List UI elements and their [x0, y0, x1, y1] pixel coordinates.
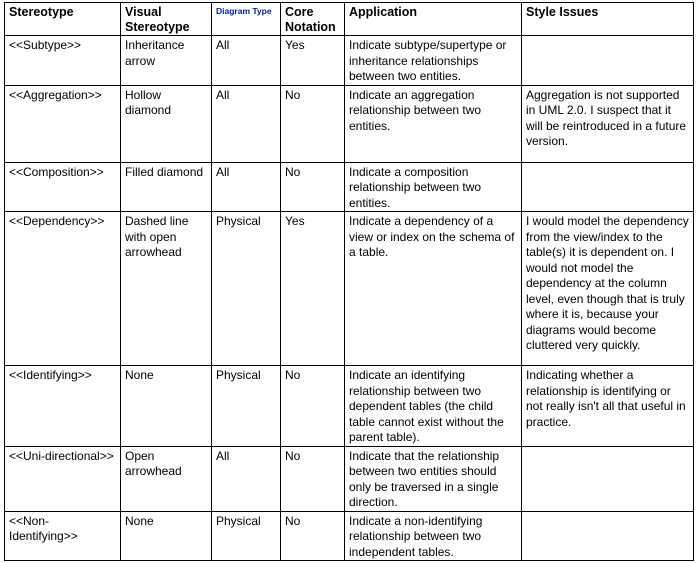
cell-stereotype: <<Non-Identifying>> — [5, 511, 121, 561]
cell-stereotype: <<Composition>> — [5, 162, 121, 212]
header-stereotype: Stereotype — [5, 3, 121, 36]
cell-style-issues: Indicating whether a relationship is identifying or not really isn't all that useful in practice. — [522, 366, 694, 447]
cell-diagram-type: All — [212, 446, 281, 511]
cell-diagram-type: All — [212, 162, 281, 212]
cell-application: Indicate a dependency of a view or index on the schema of a table. — [345, 212, 522, 366]
cell-diagram-type: Physical — [212, 511, 281, 561]
cell-style-issues — [522, 162, 694, 212]
cell-core-notation: No — [281, 511, 345, 561]
cell-style-issues — [522, 511, 694, 561]
cell-visual-stereotype: Open arrowhead — [121, 446, 212, 511]
cell-stereotype: <<Subtype>> — [5, 36, 121, 86]
table-row — [5, 162, 694, 212]
table-row — [5, 366, 694, 447]
cell-core-notation: No — [281, 85, 345, 162]
header-style-issues: Style Issues — [522, 3, 694, 36]
cell-style-issues — [522, 36, 694, 86]
cell-visual-stereotype: Hollow diamond — [121, 85, 212, 162]
cell-core-notation: Yes — [281, 212, 345, 366]
header-application: Application — [345, 3, 522, 36]
header-core-notation: Core Notation — [281, 3, 345, 36]
cell-diagram-type: Physical — [212, 366, 281, 447]
cell-stereotype: <<Dependency>> — [5, 212, 121, 366]
cell-diagram-type: Physical — [212, 212, 281, 366]
cell-style-issues: I would model the dependency from the view/index to the table(s) it is dependent on. I would not model the dependency at the column level, even though that is truly where it is, because your diagrams would become cluttered very quickly. — [522, 212, 694, 366]
cell-stereotype: <<Aggregation>> — [5, 85, 121, 162]
table-row — [5, 85, 694, 162]
cell-diagram-type: All — [212, 36, 281, 86]
cell-core-notation: No — [281, 366, 345, 447]
cell-visual-stereotype: None — [121, 366, 212, 447]
cell-stereotype: <<Uni-directional>> — [5, 446, 121, 511]
cell-application: Indicate subtype/supertype or inheritance relationships between two entities. — [345, 36, 522, 86]
table-row — [5, 511, 694, 561]
cell-application: Indicate that the relationship between two entities should only be traversed in a single direction. — [345, 446, 522, 511]
cell-style-issues — [522, 446, 694, 511]
header-visual-stereotype: Visual Stereotype — [121, 3, 212, 36]
cell-visual-stereotype: None — [121, 511, 212, 561]
cell-visual-stereotype: Dashed line with open arrowhead — [121, 212, 212, 366]
header-row — [5, 3, 694, 36]
cell-application: Indicate an aggregation relationship between two entities. — [345, 85, 522, 162]
cell-application: Indicate an identifying relationship between two dependent tables (the child table cannot exist without the parent table). — [345, 366, 522, 447]
cell-diagram-type: All — [212, 85, 281, 162]
cell-style-issues: Aggregation is not supported in UML 2.0. I suspect that it will be reintroduced in a future version. — [522, 85, 694, 162]
cell-core-notation: No — [281, 162, 345, 212]
cell-visual-stereotype: Inheritance arrow — [121, 36, 212, 86]
cell-core-notation: No — [281, 446, 345, 511]
header-diagram-type: Diagram Type — [212, 3, 281, 36]
table-row — [5, 446, 694, 511]
table-row — [5, 212, 694, 366]
cell-visual-stereotype: Filled diamond — [121, 162, 212, 212]
cell-application: Indicate a composition relationship between two entities. — [345, 162, 522, 212]
cell-stereotype: <<Identifying>> — [5, 366, 121, 447]
cell-core-notation: Yes — [281, 36, 345, 86]
table-row — [5, 36, 694, 86]
cell-application: Indicate a non-identifying relationship between two independent tables. — [345, 511, 522, 561]
stereotype-table — [4, 2, 694, 561]
